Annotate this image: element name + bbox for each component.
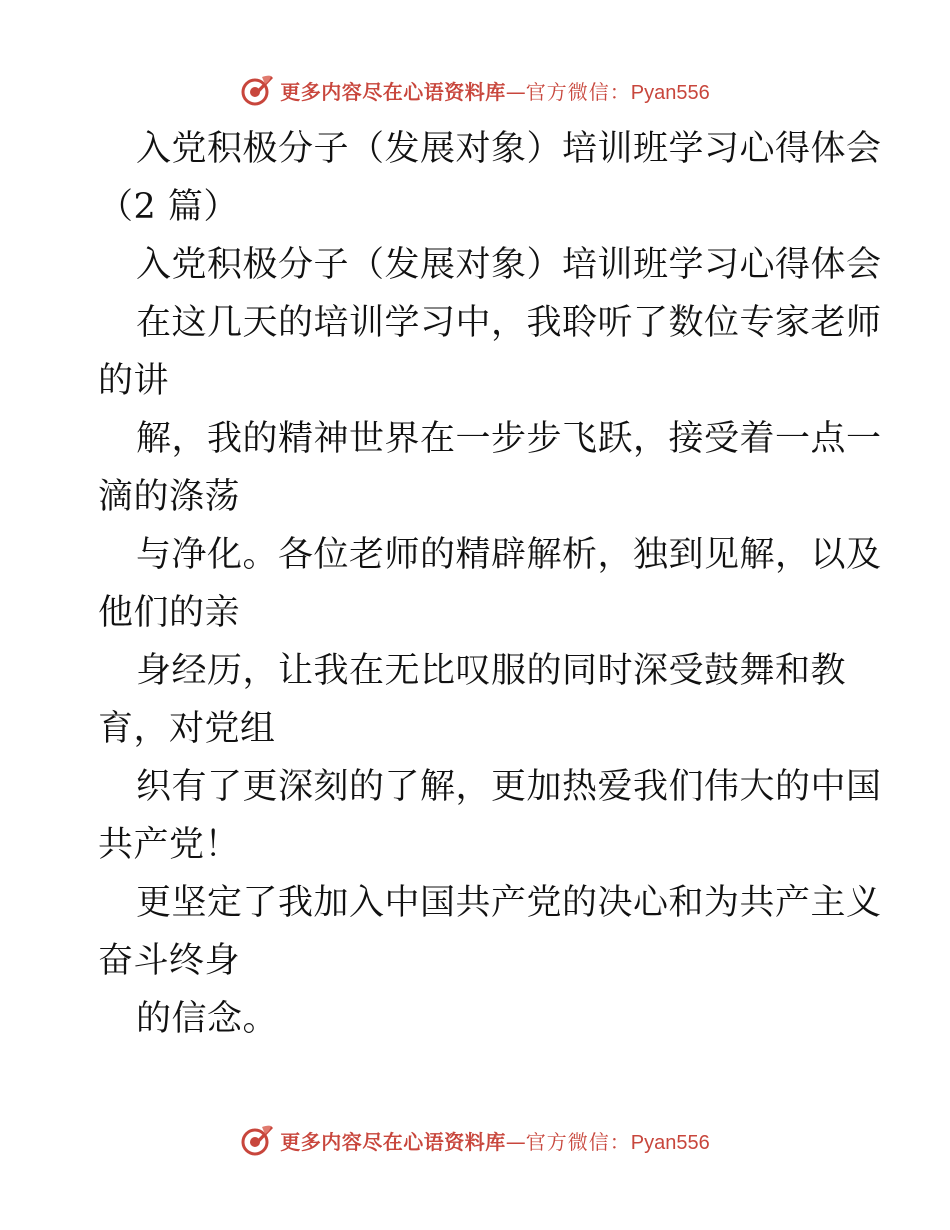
- document-body: [98, 120, 882, 1048]
- doc-title-count: （2 篇）: [98, 187, 239, 227]
- paragraph-line: 的讲: [98, 361, 170, 401]
- paragraph-line: 织有了更深刻的了解，更加热爱我们伟大的中国: [136, 767, 882, 807]
- header-banner: [0, 70, 950, 110]
- paragraph-line: 解，我的精神世界在一步步飞跃，接受着一点一: [136, 419, 882, 459]
- doc-title: 入党积极分子（发展对象）培训班学习心得体会: [136, 129, 882, 169]
- paragraph-line: 育，对党组: [98, 709, 276, 749]
- paragraph-line: 他们的亲: [98, 593, 241, 633]
- paragraph-line: 与净化。各位老师的精辟解析，独到见解，以及: [136, 535, 882, 575]
- section-heading: 入党积极分子（发展对象）培训班学习心得体会: [136, 245, 882, 285]
- banner-dash: —: [505, 1129, 526, 1154]
- paragraph-line: 在这几天的培训学习中，我聆听了数位专家老师: [136, 303, 882, 343]
- banner-wechat-id: Pyan556: [630, 81, 710, 104]
- paragraph-line: 的信念。: [136, 999, 279, 1039]
- banner-dash: —: [505, 79, 526, 104]
- footer-banner: [0, 1120, 950, 1160]
- banner-wechat-id: Pyan556: [630, 1131, 710, 1154]
- paragraph-line: 身经历，让我在无比叹服的同时深受鼓舞和教: [136, 651, 847, 691]
- banner-wechat-label: 官方微信：: [525, 1129, 631, 1154]
- quill-logo-icon: [240, 1123, 274, 1157]
- quill-logo-icon: [240, 73, 274, 107]
- paragraph-line: 奋斗终身: [98, 941, 241, 981]
- paragraph-line: 更坚定了我加入中国共产党的决心和为共产主义: [136, 883, 882, 923]
- banner-main-text: 更多内容尽在心语资料库: [280, 1129, 506, 1154]
- banner-wechat-label: 官方微信：: [525, 79, 631, 104]
- paragraph-line: 共产党！: [98, 825, 241, 865]
- banner-main-text: 更多内容尽在心语资料库: [280, 79, 506, 104]
- paragraph-line: 滴的涤荡: [98, 477, 241, 517]
